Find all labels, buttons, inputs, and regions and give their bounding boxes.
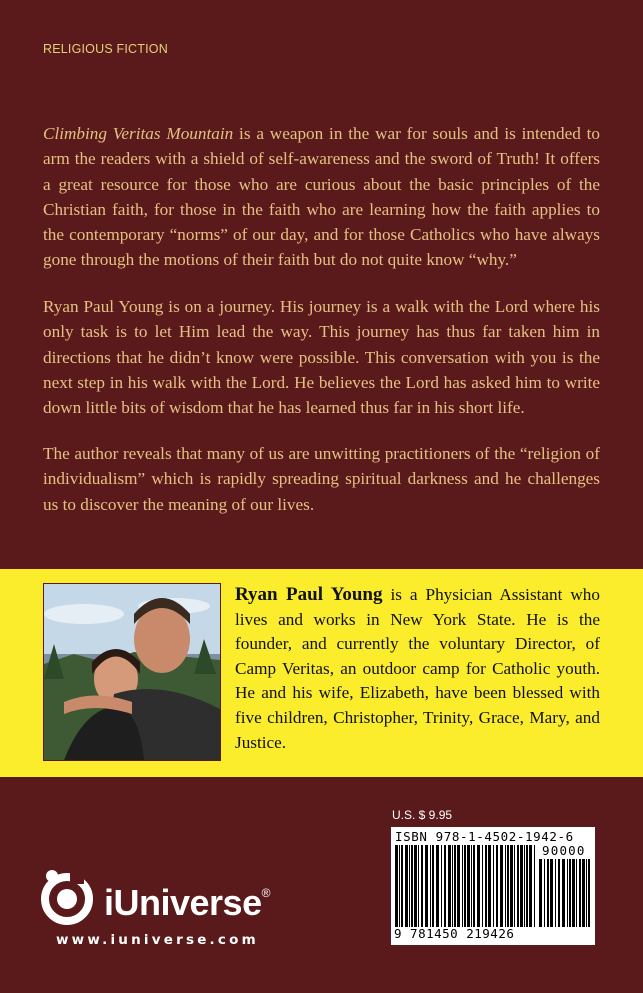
barcode-bar [448, 845, 451, 927]
barcode-bar [524, 845, 525, 927]
barcode-bar [520, 845, 523, 927]
isbn-barcode [391, 827, 595, 945]
barcode-bar [534, 845, 535, 927]
barcode-bar [411, 845, 413, 927]
barcode-bar [399, 845, 400, 927]
author-name: Ryan Paul Young [235, 584, 383, 605]
barcode-bar [432, 845, 434, 927]
author-bio [235, 583, 600, 755]
barcode-bar [430, 845, 431, 927]
barcode-bar [496, 845, 498, 927]
barcode-bar [409, 845, 410, 927]
barcode-bar [441, 845, 442, 927]
barcode-bar [514, 845, 515, 927]
barcode-bar [550, 859, 553, 927]
iuniverse-logo-icon [40, 868, 100, 928]
barcode-bar [582, 859, 585, 927]
barcode-bar [462, 845, 463, 927]
barcode-bar [493, 845, 494, 927]
author-bio-band [0, 569, 643, 777]
barcode-bar [482, 845, 483, 927]
barcode-bar [471, 845, 472, 927]
barcode-bar [464, 845, 466, 927]
barcode-bar [401, 845, 403, 927]
barcode-bar [436, 845, 439, 927]
barcode-addon-bars [539, 859, 591, 927]
isbn-digits: 9 781450 219426 [394, 926, 515, 941]
registered-mark: ® [261, 886, 270, 900]
barcode-bar [586, 859, 587, 927]
barcode-bar [485, 845, 487, 927]
barcode-bar [457, 845, 460, 927]
book-title: Climbing Veritas Mountain [43, 124, 234, 143]
barcode-bar [414, 845, 417, 927]
publisher-url: www.iuniverse.com [56, 932, 259, 948]
barcode-bar [473, 845, 475, 927]
barcode-bar [558, 859, 560, 927]
author-bio-text: is a Physician Assistant who lives and works in New York State. He is the founder, and currently the voluntary Director, of Camp Veritas, an outdoor camp for Catholic youth. He and his wife, Elizabeth, have been blessed with five children, Christopher, Trinity, Grace, Mary, and Justice. [235, 585, 600, 752]
barcode-bar [579, 859, 581, 927]
barcode-bar [454, 845, 456, 927]
barcode-bar [507, 845, 509, 927]
barcode-bar [488, 845, 491, 927]
author-photo-illustration [44, 584, 220, 760]
barcode-bar [505, 845, 506, 927]
isbn-label: ISBN 978-1-4502-1942-6 [395, 829, 574, 844]
barcode-bar [555, 859, 556, 927]
barcode-bar [562, 859, 565, 927]
barcode-bar [405, 845, 408, 927]
publisher-logo [40, 868, 270, 933]
barcode-bar [500, 845, 503, 927]
blurb-paragraph-1-text: is a weapon in the war for souls and is intended to arm the readers with a shield of self-awareness and the sword of Truth! It offers a great resource for those who are curious about the basic principles of the Christian faith, for those in the faith who are learning how the faith applies to the contemporary “norms” of our day, and for those Catholics who have always gone through the motions of their faith but do not quite know “why.” [43, 124, 601, 270]
barcode-bar [418, 845, 419, 927]
barcode-bar [421, 845, 423, 927]
blurb-paragraph-3: The author reveals that many of us are unwitting practitioners of the “religion of individualism” which is rapidly spreading spiritual darkness and he challenges us to discover the meaning of our lives. [43, 444, 600, 514]
barcode-bar [572, 859, 575, 927]
barcode-bar [576, 859, 577, 927]
barcode-main-bars [395, 845, 537, 927]
barcode-bar [425, 845, 428, 927]
publisher-name-text: iUniverse [104, 882, 262, 923]
barcode-bar [569, 859, 571, 927]
barcode-bar [510, 845, 513, 927]
barcode-bar [517, 845, 519, 927]
barcode-bar [539, 859, 542, 927]
barcode-bar [395, 845, 398, 927]
barcode-bar [544, 859, 545, 927]
barcode-bar [477, 845, 480, 927]
barcode-bar [452, 845, 453, 927]
genre-label: RELIGIOUS FICTION [43, 42, 168, 56]
blurb-paragraph-1 [43, 121, 600, 273]
price-label: U.S. $ 9.95 [392, 808, 453, 822]
barcode-bar [526, 845, 528, 927]
barcode-bar [467, 845, 470, 927]
blurb-paragraph-2: Ryan Paul Young is on a journey. His journey is a walk with the Lord where his only task is to let Him lead the way. This journey has thus far taken him in directions that he didn’t know were possible. This conversation with you is the next step in his walk with the Lord. He believes the Lord has asked him to write down little bits of wisdom that he has learned thus far in his short life. [43, 297, 600, 418]
barcode-bar [547, 859, 549, 927]
barcode-bar [567, 859, 568, 927]
barcode-bar [444, 845, 446, 927]
barcode-addon-number: 90000 [542, 843, 586, 858]
publisher-name [104, 882, 270, 924]
barcode-bar [529, 845, 532, 927]
barcode-bar [588, 859, 590, 927]
author-photo [43, 583, 221, 761]
